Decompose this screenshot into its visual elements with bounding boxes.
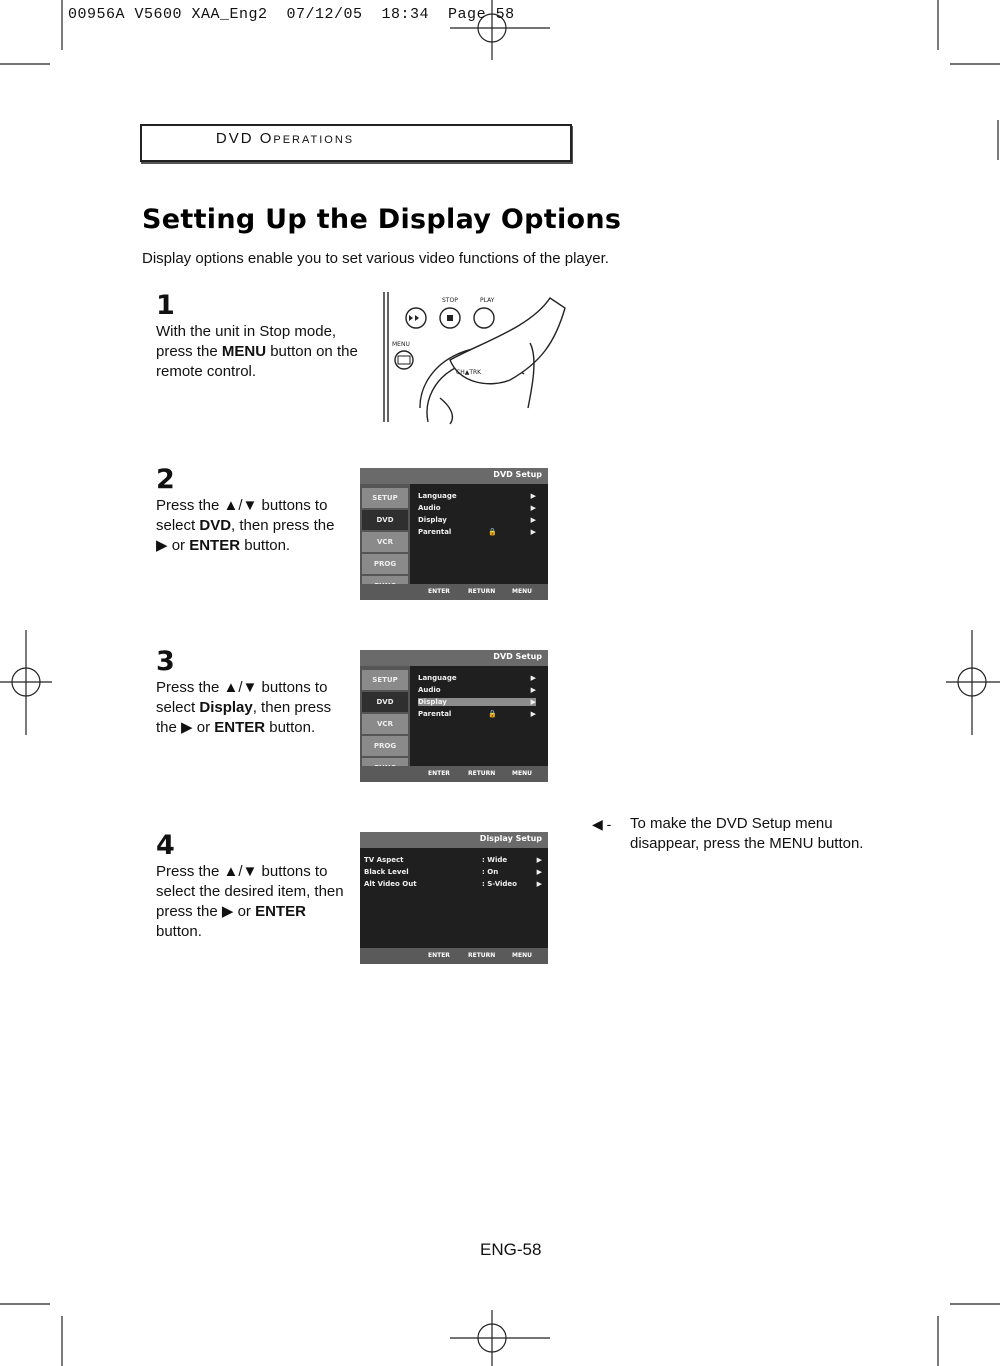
chevron-right-icon: ▶ xyxy=(530,698,536,706)
step-1-text-part: button on the remote control. xyxy=(156,343,358,380)
row-value-text: Wide xyxy=(487,856,508,864)
screen-header xyxy=(360,650,548,666)
footer-menu: MENU xyxy=(512,588,532,595)
note-arrow-glyph: ◀ xyxy=(592,816,603,832)
menu-item-display-highlighted xyxy=(418,698,536,706)
screen-tab-column xyxy=(360,484,410,600)
row-value: : Wide xyxy=(482,856,508,864)
screen-footer xyxy=(360,584,548,600)
step-1-number: 1 xyxy=(156,290,175,321)
step-3-text-part: button. xyxy=(265,719,316,736)
tab-dvd: DVD xyxy=(362,510,408,530)
tab-dvd: DVD xyxy=(362,692,408,712)
chevron-right-icon: ▶ xyxy=(530,686,536,694)
chevron-right-icon: ▶ xyxy=(530,516,536,524)
play-label: PLAY xyxy=(480,297,495,304)
row-label: TV Aspect xyxy=(364,856,404,864)
stop-icon xyxy=(447,315,453,321)
display-setup-screen xyxy=(360,832,548,964)
step-2-text-part: Press the ▲/▼ buttons to select xyxy=(156,497,328,534)
step-2-text xyxy=(156,496,346,556)
dvd-setup-screen-1 xyxy=(360,468,548,600)
note-menu-keyword: MENU xyxy=(769,835,814,852)
menu-item-label: Parental xyxy=(418,528,452,536)
display-row-tv-aspect xyxy=(364,856,542,864)
screen-header-title: DVD Setup xyxy=(493,470,542,479)
tab-prog: PROG xyxy=(362,736,408,756)
screen-header-title: Display Setup xyxy=(479,834,542,843)
step-2-dvd-keyword: DVD xyxy=(199,517,232,534)
chevron-right-icon: ▶ xyxy=(536,868,542,876)
step-3-display-keyword: Display xyxy=(199,699,253,716)
step-4-text-part: Press the ▲/▼ buttons to select the desired item, then press the ▶ or xyxy=(156,863,344,920)
menu-item-display xyxy=(418,516,536,524)
menu-item-label: Language xyxy=(418,492,457,500)
menu-item-parental xyxy=(418,528,536,536)
step-4-enter-keyword: ENTER xyxy=(255,903,306,920)
rewind-icon xyxy=(409,315,419,321)
screen-header xyxy=(360,468,548,484)
menu-button-icon xyxy=(398,356,410,364)
menu-item-label: Audio xyxy=(418,686,441,694)
footer-return: RETURN xyxy=(468,588,496,595)
step-4-number: 4 xyxy=(156,830,175,861)
menu-item-language xyxy=(418,492,536,500)
footer-enter: ENTER xyxy=(428,952,450,959)
chevron-right-icon: ▶ xyxy=(530,710,536,718)
row-label: Alt Video Out xyxy=(364,880,417,888)
step-3-text-part: , then press the ▶ or xyxy=(156,699,332,736)
note-text-part: To make the DVD Setup menu disappear, press the xyxy=(630,815,833,852)
step-3-text xyxy=(156,678,341,738)
stop-label: STOP xyxy=(442,297,458,304)
footer-menu: MENU xyxy=(512,952,532,959)
tab-setup: SETUP xyxy=(362,670,408,690)
step-3-number: 3 xyxy=(156,646,175,677)
page-number: ENG-58 xyxy=(480,1240,542,1259)
menu-item-label: Display xyxy=(418,698,447,706)
screen-footer xyxy=(360,766,548,782)
footer-enter: ENTER xyxy=(428,588,450,595)
lock-icon: 🔒 xyxy=(488,710,497,718)
print-slug: 00956A V5600 XAA_Eng2 07/12/05 18:34 Page 58 xyxy=(68,6,515,23)
row-value-text: S-Video xyxy=(487,880,517,888)
tab-vcr: VCR xyxy=(362,714,408,734)
note-text xyxy=(630,814,880,854)
step-2-number: 2 xyxy=(156,464,175,495)
row-label: Black Level xyxy=(364,868,409,876)
screen-header xyxy=(360,832,548,848)
step-2-enter-keyword: ENTER xyxy=(189,537,241,554)
tab-setup: SETUP xyxy=(362,488,408,508)
step-2-text-part: , then press the ▶ or xyxy=(156,517,335,554)
row-value-text: On xyxy=(487,868,499,876)
intro-text: Display options enable you to set various video functions of the player. xyxy=(142,250,609,267)
menu-item-language xyxy=(418,674,536,682)
chevron-right-icon: ▶ xyxy=(530,492,536,500)
footer-return: RETURN xyxy=(468,770,496,777)
menu-item-label: Language xyxy=(418,674,457,682)
step-2-text-part: button. xyxy=(240,537,291,554)
menu-item-label: Audio xyxy=(418,504,441,512)
footer-return: RETURN xyxy=(468,952,496,959)
ch-trk-label: CH▲TRK xyxy=(456,369,482,376)
step-3-enter-keyword: ENTER xyxy=(214,719,266,736)
footer-enter: ENTER xyxy=(428,770,450,777)
footer-menu: MENU xyxy=(512,770,532,777)
chevron-right-icon: ▶ xyxy=(536,856,542,864)
menu-item-audio xyxy=(418,686,536,694)
screen-tab-column xyxy=(360,666,410,782)
chevron-right-icon: ▶ xyxy=(530,504,536,512)
menu-item-label: Parental xyxy=(418,710,452,718)
note-text-part: button. xyxy=(813,835,864,852)
row-value: : On xyxy=(482,868,499,876)
display-row-alt-video-out xyxy=(364,880,542,888)
step-4-text-part: button. xyxy=(156,923,202,940)
menu-label: MENU xyxy=(392,341,410,348)
page-title: Setting Up the Display Options xyxy=(142,204,622,235)
menu-item-audio xyxy=(418,504,536,512)
menu-item-parental xyxy=(418,710,536,718)
menu-item-label: Display xyxy=(418,516,447,524)
step-1-text xyxy=(156,322,371,382)
chevron-right-icon: ▶ xyxy=(530,528,536,536)
lock-icon: 🔒 xyxy=(488,528,497,536)
section-title: DVD Operations xyxy=(215,130,355,147)
remote-control-illustration xyxy=(380,288,570,428)
chevron-right-icon: ▶ xyxy=(536,880,542,888)
note-arrow-icon: ◀ - xyxy=(592,816,612,832)
screen-header-title: DVD Setup xyxy=(493,652,542,661)
row-value: : S-Video xyxy=(482,880,517,888)
step-1-text-part: With the unit in Stop mode, press the xyxy=(156,323,337,360)
display-row-black-level xyxy=(364,868,542,876)
tab-vcr: VCR xyxy=(362,532,408,552)
screen-footer xyxy=(360,948,548,964)
dvd-setup-screen-2 xyxy=(360,650,548,782)
step-1-menu-keyword: MENU xyxy=(221,343,267,360)
step-4-text xyxy=(156,862,351,942)
tab-prog: PROG xyxy=(362,554,408,574)
chevron-right-icon: ▶ xyxy=(530,674,536,682)
step-3-text-part: Press the ▲/▼ buttons to select xyxy=(156,679,328,716)
